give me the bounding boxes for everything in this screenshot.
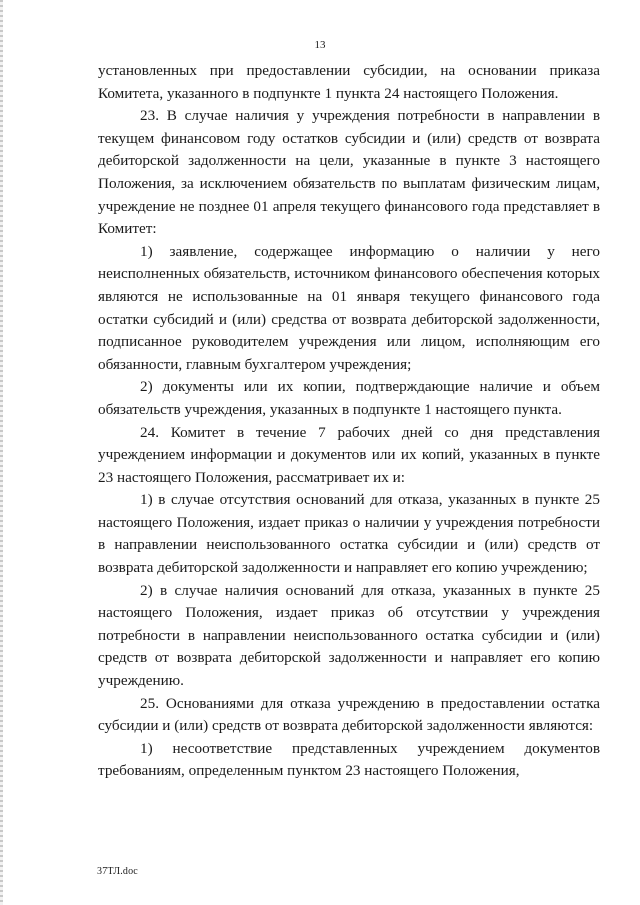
paragraph-clause-24-item-2: 2) в случае наличия оснований для отказа, указанных в пункте 25 настоящего Положения, издает приказ об отсутствии у учреждения потребности в направлении неиспользованного остатка субсидии и (или) средств от возврата дебиторской задолженности и направляет его копию учреждению.: [98, 581, 600, 690]
footer-filename: 37ТЛ.doc: [97, 866, 138, 877]
paragraph-clause-23-item-1: 1) заявление, содержащее информацию о наличии у него неисполненных обязательств, источником финансового обеспечения которых являются не использованные на 01 января текущего финансового года остатки субсидий и (или) средства от возврата дебиторской задолженности, подписанное руководителем учреждения или лицом, исполняющим его обязанности, главным бухгалтером учреждения;: [98, 242, 600, 373]
paragraph-clause-25-item-1: 1) несоответствие представленных учреждением документов требованиям, определенным пунктом 23 настоящего Положения,: [98, 739, 600, 780]
paragraph-clause-23-item-2: 2) документы или их копии, подтверждающие наличие и объем обязательств учреждения, указанных в подпункте 1 настоящего пункта.: [98, 378, 600, 418]
paragraph-clause-24-item-1: 1) в случае отсутствия оснований для отказа, указанных в пункте 25 настоящего Положения, издает приказ о наличии у учреждения потребности в направлении неиспользованного остатка субсидии и (или) средств от возврата дебиторской задолженности и направляет его копию учреждению;: [98, 491, 600, 577]
paragraph-clause-24: 24. Комитет в течение 7 рабочих дней со дня представления учреждением информации и документов или их копий, указанных в пункте 23 настоящего Положения, рассматривает их и:: [98, 423, 600, 486]
paragraph-clause-23: 23. В случае наличия у учреждения потребности в направлении в текущем финансовом году остатков субсидии и (или) средств от возврата дебиторской задолженности на цели, указанные в пункте 3 настоящего Положения, за исключением обязательств по выплатам физическим лицам, учреждение не позднее 01 апреля текущего финансового года представляет в Комитет:: [98, 107, 600, 238]
document-body: [98, 60, 600, 783]
paragraph-continuation: установленных при предоставлении субсидии, на основании приказа Комитета, указанного в подпункте 1 пункта 24 настоящего Положения.: [98, 62, 600, 102]
paragraph-clause-25: 25. Основаниями для отказа учреждению в предоставлении остатка субсидии и (или) средств от возврата дебиторской задолженности являются:: [98, 694, 600, 735]
page-number: 13: [314, 39, 326, 51]
scan-edge: [0, 0, 3, 905]
